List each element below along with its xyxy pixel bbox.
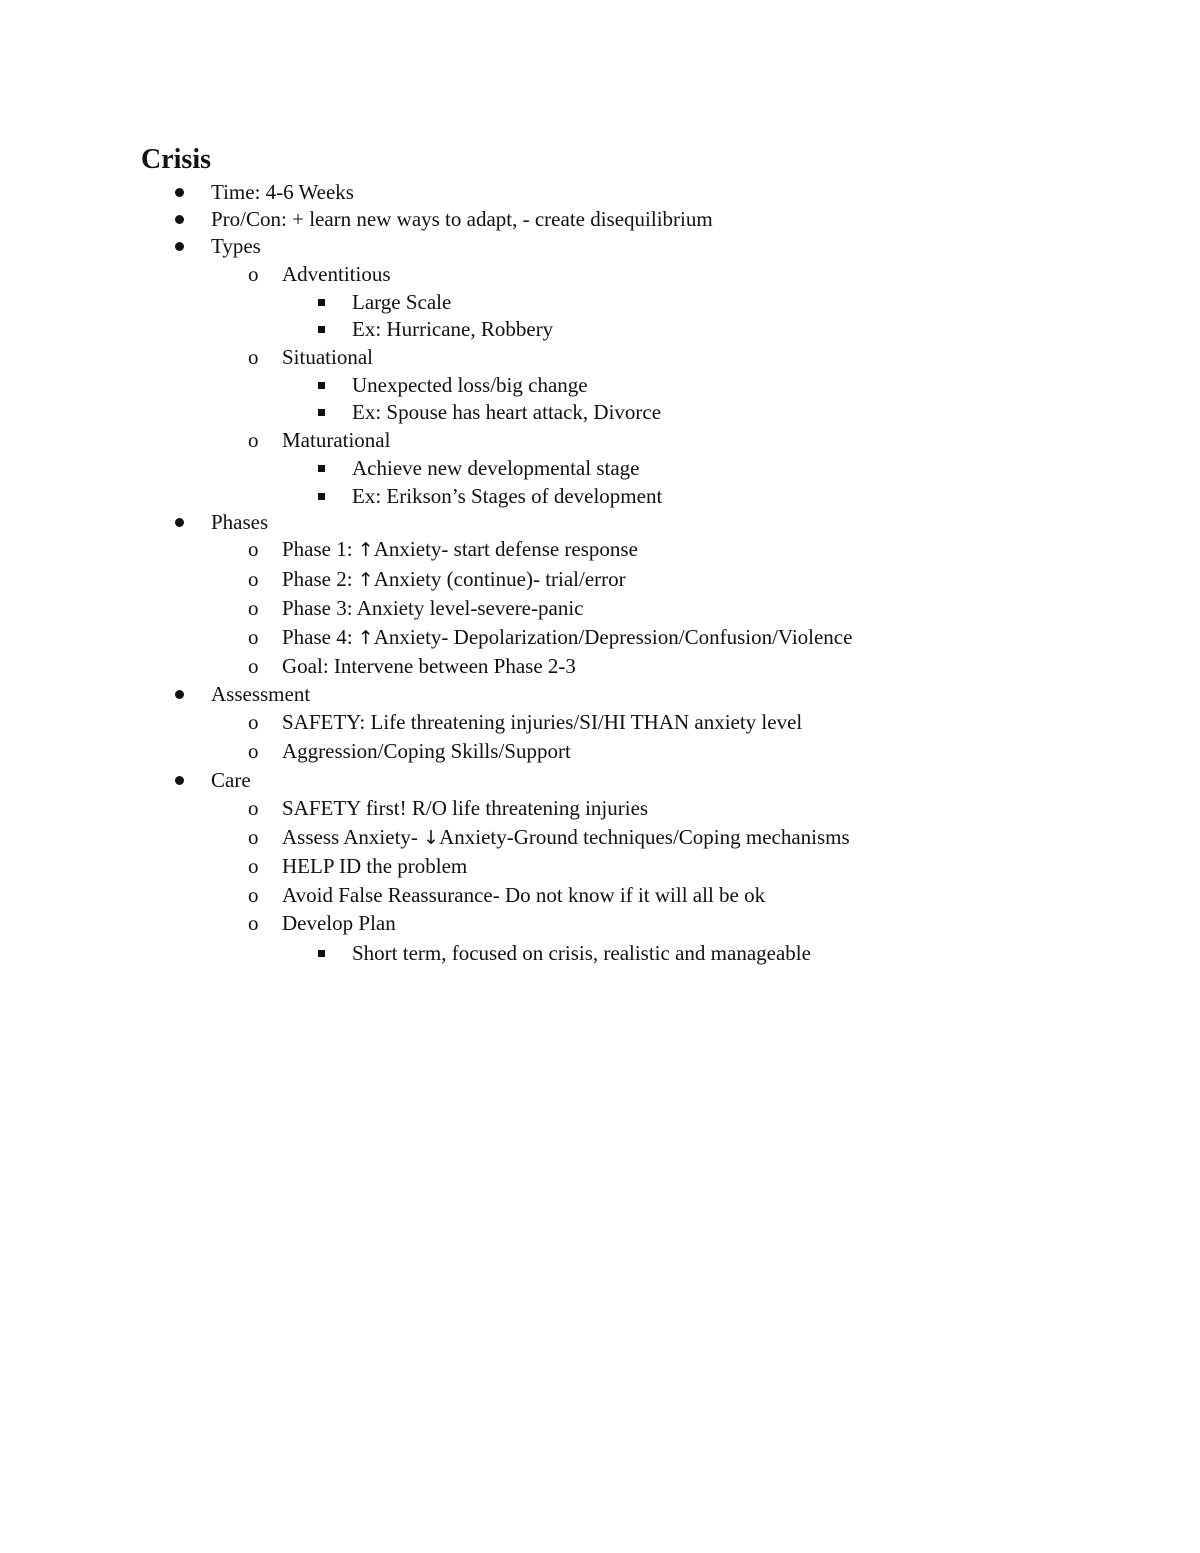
bullet-circle-icon: o [248, 262, 259, 286]
arrow-up-icon: ↑ [357, 539, 374, 561]
list-item-text [282, 911, 396, 935]
list-item-text [211, 768, 251, 792]
bullet-circle-icon: o [248, 625, 259, 649]
bullet-circle-icon: o [248, 883, 259, 907]
list-item-text [352, 290, 451, 314]
list-item-label: Care [211, 768, 251, 792]
bullet-square-icon [318, 299, 325, 306]
list-item-label: Adventitious [282, 262, 391, 286]
list-item-label: SAFETY: Life threatening injuries/SI/HI THAN anxiety level [282, 710, 803, 734]
list-item-text [211, 682, 310, 706]
bullet-square-icon [318, 382, 325, 389]
list-item-text [282, 537, 638, 562]
bullet-square-icon [318, 326, 325, 333]
list-item-label-rest: Anxiety- Depolarization/Depression/Confusion/Violence [373, 625, 853, 649]
bullet-circle-icon: o [248, 825, 259, 849]
list-item-text [282, 710, 802, 734]
bullet-square-icon [318, 950, 325, 957]
bullet-square-icon [318, 409, 325, 416]
list-item-label: HELP ID the problem [282, 854, 468, 878]
bullet-circle-icon: o [248, 739, 259, 763]
list-item-label: Maturational [282, 428, 391, 452]
list-item-label: Assess Anxiety- [282, 825, 424, 849]
bullet-circle-icon: o [248, 654, 259, 678]
list-item-text [282, 428, 390, 452]
list-item-label: Achieve new developmental stage [352, 456, 640, 480]
list-item-label: Types [211, 234, 261, 258]
list-item-text [352, 941, 811, 965]
list-item-text [211, 510, 268, 534]
bullet-square-icon [318, 493, 325, 500]
list-item-label: Phases [211, 510, 269, 534]
bullet-disc-icon [175, 690, 184, 699]
list-item-text [282, 854, 467, 878]
list-item-label: Pro/Con: + learn new ways to adapt, - create disequilibrium [211, 207, 713, 231]
list-item-text [352, 456, 639, 480]
list-item-text [282, 739, 571, 763]
list-item-text [282, 825, 850, 850]
list-item-label: Avoid False Reassurance- Do not know if it will all be ok [282, 883, 766, 907]
list-item-label: Goal: Intervene between Phase 2-3 [282, 654, 576, 678]
list-item-label: SAFETY first! R/O life threatening injuries [282, 796, 649, 820]
list-item-text [282, 262, 391, 286]
bullet-circle-icon: o [248, 428, 259, 452]
list-item-text [352, 317, 553, 341]
list-item-label: Phase 1: [282, 537, 358, 561]
list-item-text [282, 567, 626, 592]
list-item-text [211, 234, 261, 258]
bullet-circle-icon: o [248, 710, 259, 734]
arrow-up-icon: ↑ [357, 627, 374, 649]
list-item-label: Aggression/Coping Skills/Support [282, 739, 571, 763]
list-item-text [282, 596, 583, 620]
list-item-text [282, 345, 373, 369]
list-item-label-rest: Anxiety-Ground techniques/Coping mechanisms [439, 825, 850, 849]
list-item-label: Situational [282, 345, 373, 369]
list-item-text [282, 625, 852, 650]
list-item-text [352, 373, 588, 397]
list-item-text [352, 400, 661, 424]
bullet-circle-icon: o [248, 911, 259, 935]
bullet-disc-icon [175, 242, 184, 251]
list-item-label: Develop Plan [282, 911, 396, 935]
bullet-disc-icon [175, 776, 184, 785]
list-item-label: Large Scale [352, 290, 452, 314]
list-item-text [282, 883, 765, 907]
list-item-label-rest: Anxiety (continue)- trial/error [373, 567, 626, 591]
list-item-label-rest: Anxiety- start defense response [373, 537, 638, 561]
arrow-down-icon: ↓ [423, 827, 440, 849]
list-item-label: Ex: Hurricane, Robbery [352, 317, 554, 341]
bullet-circle-icon: o [248, 345, 259, 369]
bullet-disc-icon [175, 215, 184, 224]
list-item-label: Phase 2: [282, 567, 358, 591]
bullet-circle-icon: o [248, 537, 259, 561]
bullet-square-icon [318, 465, 325, 472]
bullet-circle-icon: o [248, 596, 259, 620]
list-item-label: Ex: Erikson’s Stages of development [352, 484, 663, 508]
list-item-text [211, 180, 354, 204]
bullet-disc-icon [175, 188, 184, 197]
list-item-label: Time: 4-6 Weeks [211, 180, 354, 204]
list-item-label: Phase 3: Anxiety level-severe-panic [282, 596, 584, 620]
list-item-text [282, 796, 648, 820]
list-item-text [211, 207, 713, 231]
arrow-up-icon: ↑ [357, 569, 374, 591]
bullet-circle-icon: o [248, 854, 259, 878]
list-item-label: Phase 4: [282, 625, 358, 649]
bullet-disc-icon [175, 518, 184, 527]
page-title: Crisis [141, 144, 211, 175]
list-item-label: Unexpected loss/big change [352, 373, 588, 397]
list-item-label: Ex: Spouse has heart attack, Divorce [352, 400, 662, 424]
list-item-text [282, 654, 576, 678]
bullet-circle-icon: o [248, 796, 259, 820]
list-item-label: Short term, focused on crisis, realistic and manageable [352, 941, 811, 965]
bullet-circle-icon: o [248, 567, 259, 591]
list-item-label: Assessment [211, 682, 311, 706]
list-item-text [352, 484, 662, 508]
